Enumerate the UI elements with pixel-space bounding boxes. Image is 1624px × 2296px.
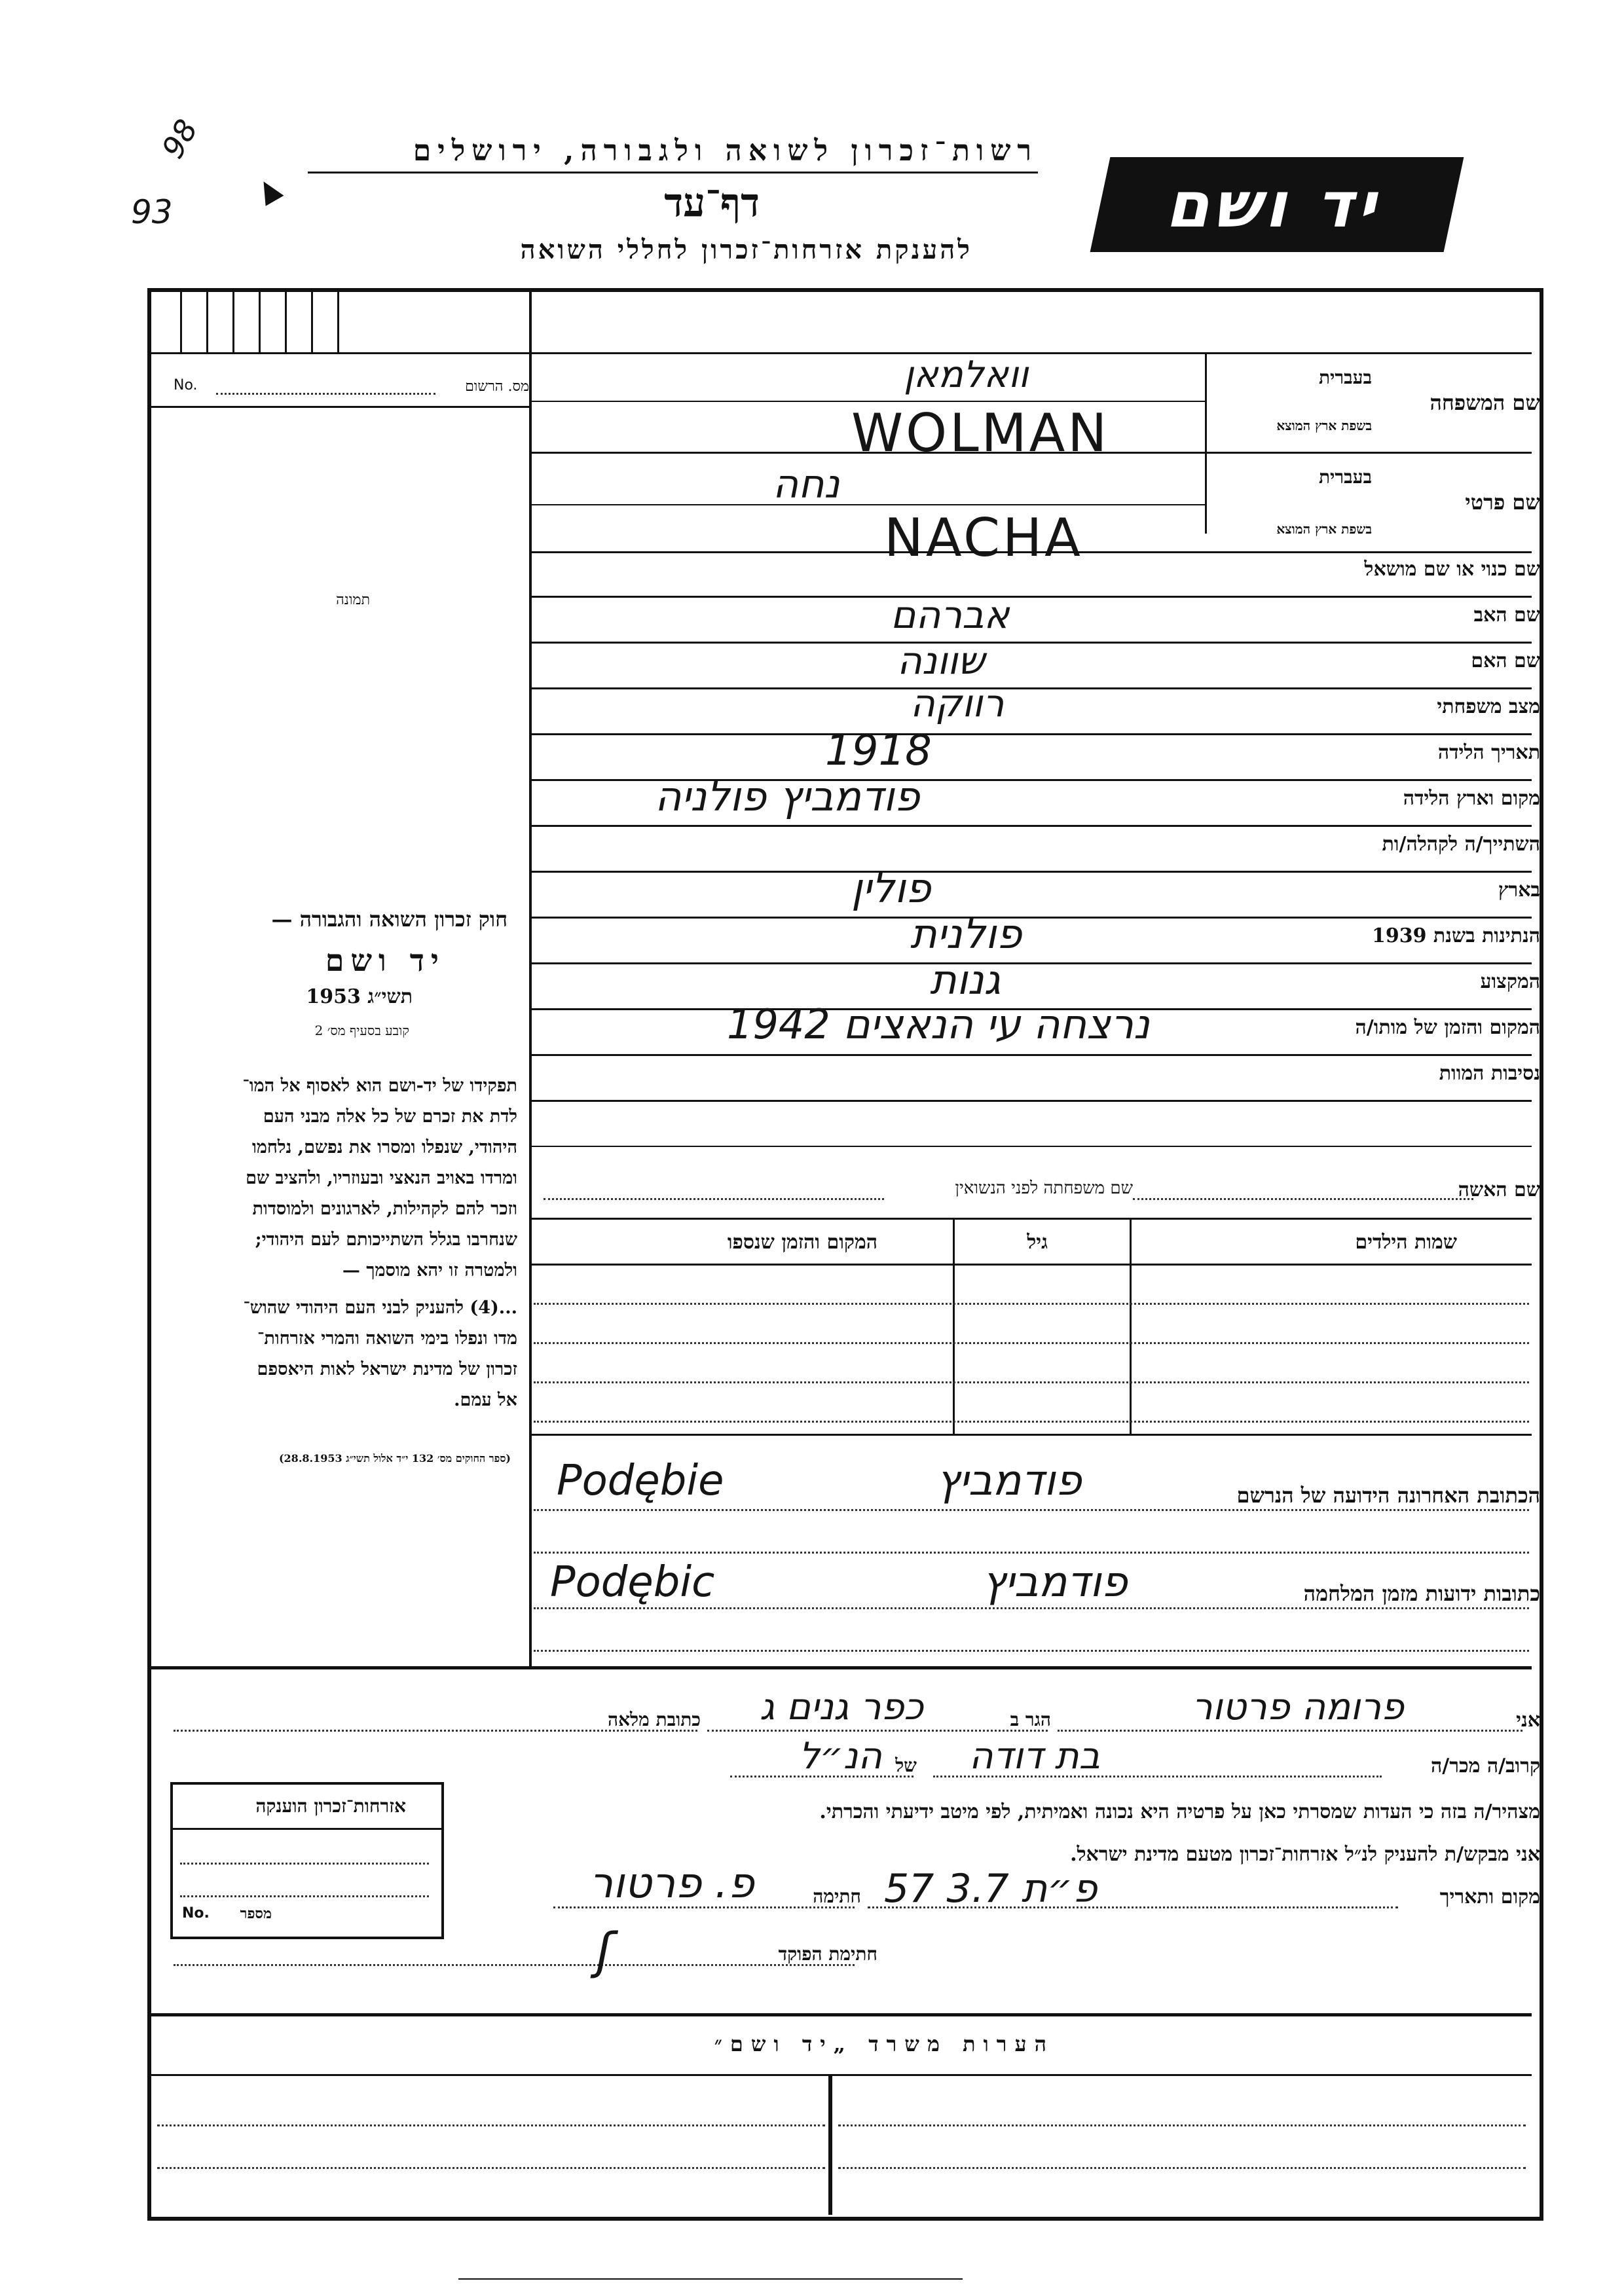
registration-label: מס. הרשום (465, 378, 529, 395)
field-label-father-name: שם האב (1473, 604, 1540, 627)
law-line: תפקידו של יד-ושם הוא לאסוף אל המו־ (242, 1076, 517, 1096)
declarant-resides-value[interactable]: כפר גנים ג (760, 1686, 924, 1728)
place-date-value[interactable]: פ״ת 3.7 57 (884, 1866, 1098, 1912)
last-address-hebrew[interactable]: פודמביץ (936, 1457, 1082, 1505)
family-name-local-sub: בשפת ארץ המוצא (1276, 418, 1372, 433)
first-name-local-value[interactable]: NACHA (884, 507, 1083, 568)
field-label-birth-date: תאריך הלידה (1437, 741, 1540, 764)
yad-vashem-logo (1090, 157, 1464, 252)
law-source: (ספר החוקים מס׳ 132 י״ד אלול תשי״ג 28.8.1953) (278, 1452, 511, 1465)
law-body (151, 1070, 517, 1415)
field-label-birth-place: מקום וארץ הלידה (1403, 787, 1540, 810)
field-label-mother-name: שם האם (1471, 649, 1540, 672)
registration-field[interactable] (216, 393, 435, 395)
war-address-hebrew[interactable]: פודמביץ (982, 1558, 1128, 1607)
children-header-age: גיל (1027, 1231, 1048, 1254)
field-label-death-place-time: המקום והזמן של מותו/ה (1355, 1016, 1540, 1039)
photo-label: תמונה (336, 592, 370, 608)
children-header-names: שמות הילדים (1355, 1231, 1457, 1254)
signature-value[interactable]: פ. פרטור (589, 1859, 754, 1908)
registration-no: No. (174, 377, 198, 393)
officer-signature-mark: ʃ (596, 1922, 613, 1980)
corner-note: 93 (131, 193, 173, 231)
left-column-divider (529, 292, 532, 1667)
wife-field[interactable] (1133, 1198, 1473, 1200)
authority-title: רשות־זכרון לשואה ולגבורה, ירושלים (413, 134, 1038, 168)
declaration-text: מצהיר/ה בזה כי העדות שמסרתי כאן על פרטיה היא נכונה ואמיתית, לפי מיטב ידיעתי והכרתי. (819, 1800, 1540, 1823)
declarant-resides-label: הגר ב (1010, 1709, 1051, 1730)
children-header-place: המקום והזמן שנספו (727, 1231, 877, 1254)
last-address-local[interactable]: Podębie (557, 1457, 724, 1505)
last-address-label: הכתובת האחרונה הידועה של הנרשם (1236, 1483, 1540, 1508)
declarant-of-label: של (895, 1755, 917, 1776)
law-year: תשי״ג 1953 (306, 985, 413, 1008)
family-name-hebrew-value[interactable]: וואלמאן (904, 354, 1029, 396)
law-line: ומרדו באויב הנאצי ובעוזריו, ולהציב שם (246, 1168, 517, 1188)
office-notes-title: הערות משרד „יד ושם״ (714, 2032, 1054, 2056)
field-label-marital-status: מצב משפחתי (1437, 695, 1540, 718)
country-value[interactable]: פולין (851, 864, 931, 912)
law-clause: קובע בסעיף מס׳ 2 (314, 1023, 409, 1038)
corner-mark-icon (255, 176, 284, 206)
place-date-label: מקום ותאריך (1439, 1886, 1540, 1908)
authority-underline (308, 172, 1038, 173)
law-line: ...(4) להעניק לבני העם היהודי שהוש־ (243, 1298, 517, 1318)
first-name-local-sub: בשפת ארץ המוצא (1276, 521, 1372, 537)
family-name-local-value[interactable]: WOLMAN (851, 403, 1110, 464)
first-name-hebrew-value[interactable]: נחה (773, 462, 840, 507)
officer-signature-label: חתימת הפוקד (778, 1943, 877, 1965)
field-label-citizenship-1939: הנתינות בשנת 1939 (1371, 924, 1540, 947)
office-notes-line[interactable] (838, 2167, 1526, 2169)
declarant-relation-value[interactable]: בת דודה (969, 1735, 1100, 1777)
field-label-first-name: שם פרטי (1465, 490, 1540, 515)
family-name-hebrew-sub: בעברית (1318, 367, 1372, 388)
citizenship-box-title: אזרחות־זכרון הוענקה (255, 1795, 406, 1817)
field-label-community: השתייך/ה לקהלה/ות (1382, 833, 1540, 856)
marital-status-value[interactable]: רווקה (910, 681, 1005, 725)
field-label-death-circumstances: נסיבות המוות (1439, 1062, 1540, 1085)
wife-maiden-label: שם משפחתה לפני הנשואין (955, 1178, 1133, 1198)
signature-label: חתימה (813, 1886, 861, 1907)
occupation-value[interactable]: גנות (930, 956, 1001, 1004)
field-label-nickname: שם כנוי או שם מושאל (1364, 558, 1540, 581)
citizenship-no-label: No. (182, 1905, 210, 1922)
declarant-name-value[interactable]: פרומה פרטור (1192, 1686, 1405, 1728)
law-line: וזכר להם לקהילות, לארגונים ולמוסדות (252, 1199, 517, 1219)
officer-signature-field[interactable] (174, 1964, 855, 1966)
wife-maiden-field[interactable] (544, 1198, 884, 1200)
form-subtitle: להענקת אזרחות־זכרון לחללי השואה (520, 234, 972, 265)
law-line: שנחרבו בגלל השתייכותם לעם היהודי; (255, 1230, 517, 1250)
office-notes-line[interactable] (838, 2124, 1526, 2126)
form-title: דף־עד (664, 180, 760, 226)
field-label-family-name: שם המשפחה (1430, 390, 1540, 415)
declarant-relation-label: קרוב/ה מכר/ה (1431, 1755, 1540, 1777)
request-text: אני מבקש/ת להעניק לנ״ל אזרחות־זכרון מטעם מדינת ישראל. (1070, 1843, 1540, 1866)
law-line: אל עמם. (454, 1390, 517, 1410)
children-row[interactable] (534, 1342, 1529, 1344)
father-name-value[interactable]: אברהם (891, 592, 1010, 637)
citizenship-1939-value[interactable]: פולנית (910, 910, 1022, 958)
citizenship-number-label: מספר (240, 1905, 272, 1922)
children-row[interactable] (534, 1381, 1529, 1383)
field-label-occupation: המקצוע (1480, 970, 1540, 993)
birth-date-value[interactable]: 1918 (825, 727, 932, 775)
children-row[interactable] (534, 1303, 1529, 1305)
corner-number: 98 (155, 113, 205, 164)
law-line: זכרון של מדינת ישראל לאות היאספם (257, 1359, 517, 1379)
office-notes-line[interactable] (157, 2124, 825, 2126)
logo-text: יד ושם (1162, 168, 1392, 242)
law-line: לדת את זכרם של כל אלה מבני העם (263, 1106, 517, 1127)
declarant-address-label: כתובת מלאה (607, 1709, 701, 1730)
birth-place-value[interactable]: פודמביץ פולניה (655, 773, 920, 820)
declarant-of-value[interactable]: הנ״ל (799, 1735, 882, 1777)
first-name-hebrew-sub: בעברית (1318, 466, 1372, 488)
law-line: מדו ונפלו בימי השואה והמרי אזרחות־ (257, 1328, 517, 1349)
wife-label: שם האשה (1458, 1178, 1540, 1201)
war-address-local[interactable]: Podębic (550, 1558, 715, 1607)
field-label-country: בארץ (1498, 879, 1540, 902)
death-place-time-value[interactable]: נרצחה עי הנאצים 1942 (727, 1000, 1150, 1048)
mother-name-value[interactable]: שוונה (897, 638, 985, 683)
children-row[interactable] (534, 1421, 1529, 1423)
law-name: יד ושם (325, 943, 445, 978)
war-address-label: כתובות ידועות מזמן המלחמה (1303, 1581, 1540, 1606)
law-title: חוק זכרון השואה והגבורה — (271, 907, 507, 932)
law-line: היהודי, שנפלו ומסרו את נפשם, נלחמו (251, 1137, 517, 1157)
office-notes-divider (828, 2074, 832, 2215)
law-line: ולמטרה זו יהא מוסמך — (342, 1260, 517, 1281)
declarant-i-label: אני (1516, 1709, 1540, 1732)
office-notes-line[interactable] (157, 2167, 825, 2169)
